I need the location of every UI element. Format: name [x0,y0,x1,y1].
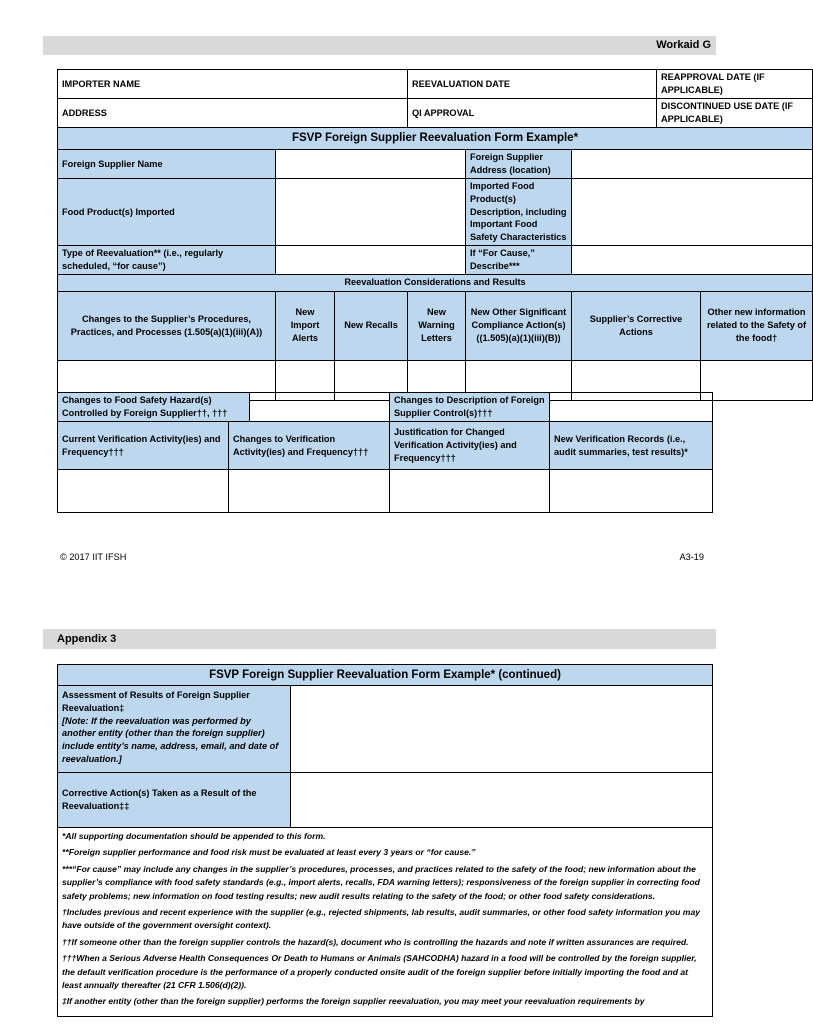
column-header: New Import Alerts [276,291,335,360]
footnote: ††If someone other than the foreign supplier controls the hazard(s), document who is controlling the hazards and note if written assurances are required. [62,936,689,947]
if-for-cause-label: If “For Cause,” Describe*** [466,245,572,274]
footnote: *All supporting documentation should be appended to this form. [62,831,326,841]
foreign-supplier-address-input[interactable] [572,150,813,179]
qi-approval-field[interactable]: QI APPROVAL [408,99,657,128]
changes-verification-label: Changes to Verification Activity(ies) and Frequency††† [229,422,390,470]
column-header: New Other Significant Compliance Action(s) ((1.505)(a)(1)(iii)(B)) [466,291,572,360]
new-records-input[interactable] [550,470,713,513]
assessment-note: [Note: If the reevaluation was performed by another entity (other than the foreign supplier) include entity’s name, address, email, and date of reevaluation.] [62,715,279,764]
column-header: Supplier’s Corrective Actions [572,291,701,360]
foreign-supplier-name-input[interactable] [276,150,466,179]
page-number: A3-19 [679,552,704,562]
corrective-actions-label: Corrective Action(s) Taken as a Result of the Reevaluation‡‡ [58,773,291,828]
changes-control-input[interactable] [550,393,713,422]
considerations-input-cell[interactable] [701,360,813,400]
footnote: ‡If another entity (other than the foreign supplier) performs the foreign supplier reevaluation, you may meet your reevaluation requirements by [62,996,645,1007]
footnote: **Foreign supplier performance and food risk must be evaluated at least every 3 years or “for cause.” [62,847,476,858]
if-for-cause-input[interactable] [572,245,813,274]
reapproval-date-field[interactable]: REAPPROVAL DATE (IF APPLICABLE) [657,70,813,99]
type-of-reevaluation-label: Type of Reevaluation** (i.e., regularly scheduled, “for cause”) [58,245,276,274]
changes-hazards-label: Changes to Food Safety Hazard(s) Controlled by Foreign Supplier††, ††† [58,393,250,422]
foreign-supplier-address-label: Foreign Supplier Address (location) [466,150,572,179]
changes-control-label: Changes to Description of Foreign Supplier Control(s)††† [390,393,550,422]
footnote: ***“For cause” may include any changes in the supplier’s procedures, processes, and practices related to the safety of the food; new information about the supplier’s compliance with food safety standards (e.g., import alerts, recalls, FDA warning letters); responsiveness of the foreign supplier in correcting food safety problems; new information on food testing results; new audit results relating to the safety of the food; or other food safety considerations. [62,863,700,901]
reevaluation-form-table [57,69,813,401]
considerations-title: Reevaluation Considerations and Results [58,274,813,291]
changes-verification-input[interactable] [229,470,390,513]
food-description-label: Imported Food Product(s) Description, including Important Food Safety Characteristics [466,179,572,246]
column-header: Changes to the Supplier’s Procedures, Practices, and Processes (1.505(a)(1)(iii)(A)) [58,291,276,360]
footnote: †Includes previous and recent experience with the supplier (e.g., rejected shipments, lab results, audit summaries, or other food safety information you may have outside of the government oversight context). [62,907,701,931]
corrective-actions-input[interactable] [291,773,713,828]
appendix-bar [43,629,716,649]
justification-label: Justification for Changed Verification Activity(ies) and Frequency††† [390,422,550,470]
justification-input[interactable] [390,470,550,513]
food-description-input[interactable] [572,179,813,246]
column-header: Other new information related to the Safety of the food† [701,291,813,360]
workaid-label: Workaid G [656,39,711,51]
changes-hazards-input[interactable] [250,393,390,422]
column-header: New Recalls [335,291,408,360]
assessment-input[interactable] [291,686,713,773]
reevaluation-date-field[interactable]: REEVALUATION DATE [408,70,657,99]
continued-title: FSVP Foreign Supplier Reevaluation Form Example* (continued) [58,665,713,686]
food-products-imported-label: Food Product(s) Imported [58,179,276,246]
footnotes [58,828,713,1017]
address-field[interactable]: ADDRESS [58,99,408,128]
current-verification-label: Current Verification Activity(ies) and Frequency††† [58,422,229,470]
copyright: © 2017 IIT IFSH [60,552,127,562]
workaid-header-bar [43,36,716,55]
current-verification-input[interactable] [58,470,229,513]
footnote: †††When a Serious Adverse Health Consequences Or Death to Humans or Animals (SAHCODHA) hazard in a food will be controlled by the foreign supplier, the default verification procedure is the performance of a properly conducted onsite audit of the foreign supplier before initially importing the food and at least annually thereafter (21 CFR 1.506(d)(2)). [62,953,697,991]
assessment-label-cell [58,686,291,773]
form-title: FSVP Foreign Supplier Reevaluation Form Example* [58,128,813,150]
assessment-label: Assessment of Results of Foreign Supplier Reevaluation‡ [62,690,250,713]
foreign-supplier-name-label: Foreign Supplier Name [58,150,276,179]
new-records-label: New Verification Records (i.e., audit summaries, test results)* [550,422,713,470]
importer-name-field[interactable]: IMPORTER NAME [58,70,408,99]
food-products-imported-input[interactable] [276,179,466,246]
column-header: New Warning Letters [408,291,466,360]
verification-table [57,392,713,513]
continued-form-table [57,664,713,1017]
appendix-label: Appendix 3 [57,633,117,645]
type-of-reevaluation-input[interactable] [276,245,466,274]
discontinued-use-date-field[interactable]: DISCONTINUED USE DATE (IF APPLICABLE) [657,99,813,128]
